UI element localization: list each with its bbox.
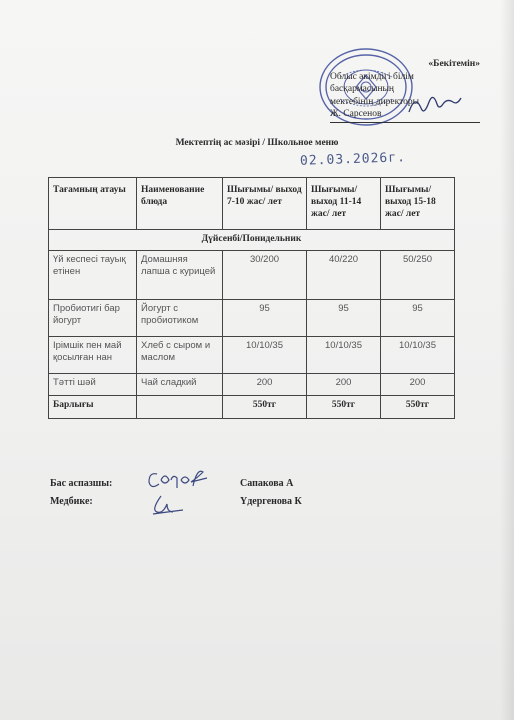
- table-row: [49, 251, 455, 300]
- dish-kz: Пробиотигі бар йогурт: [49, 300, 137, 337]
- dish-ru: Хлеб с сыром и маслом: [137, 337, 223, 374]
- yield-7-10: 95: [223, 300, 307, 337]
- nurse-name: Үдергенова К: [240, 496, 302, 507]
- dish-kz: Үй кеспесі тауық етінен: [49, 251, 137, 300]
- dish-kz: Тәтті шәй: [49, 374, 137, 396]
- yield-11-14: 10/10/35: [307, 337, 381, 374]
- table-row: [49, 300, 455, 337]
- table-header-row: [49, 178, 455, 230]
- total-11-14: 550тг: [307, 396, 381, 419]
- yield-15-18: 95: [381, 300, 455, 337]
- yield-7-10: 10/10/35: [223, 337, 307, 374]
- total-15-18: 550тг: [381, 396, 455, 419]
- cook-name: Сапакова А: [240, 478, 294, 489]
- yield-15-18: 50/250: [381, 251, 455, 300]
- approval-line-2: Облыс әкімдігі білім басқармасының: [330, 71, 414, 94]
- day-row: [49, 230, 455, 251]
- yield-7-10: 30/200: [223, 251, 307, 300]
- total-row: [49, 396, 455, 419]
- approval-title: «Бекітемін»: [428, 59, 480, 69]
- header-yield-15-18: Шығымы/ выход 15-18 жас/ лет: [381, 178, 455, 230]
- header-dish-kz: Тағамның атауы: [49, 178, 137, 230]
- header-yield-7-10: Шығымы/ выход 7-10 жас/ лет: [223, 178, 307, 230]
- total-7-10: 550тг: [223, 396, 307, 419]
- yield-11-14: 200: [307, 374, 381, 396]
- dish-ru: Йогурт с пробиотиком: [137, 300, 223, 337]
- nurse-role-label: Медбике:: [50, 496, 93, 507]
- page-title: Мектептің ас мәзірі / Школьное меню: [175, 138, 339, 148]
- table-row: [49, 374, 455, 396]
- cook-role-label: Бас аспазшы:: [50, 478, 113, 489]
- nurse-signature-icon: [145, 492, 195, 518]
- table-row: [49, 337, 455, 374]
- dish-kz: Ірімшік пен май қосылған нан: [49, 337, 137, 374]
- dish-ru: Домашняя лапша с курицей: [137, 251, 223, 300]
- approval-line-3: мектебінің директоры: [330, 96, 420, 107]
- yield-11-14: 95: [307, 300, 381, 337]
- dish-ru: Чай сладкий: [137, 374, 223, 396]
- yield-15-18: 200: [381, 374, 455, 396]
- yield-7-10: 200: [223, 374, 307, 396]
- day-label: Дүйсенбі/Понидельник: [49, 230, 455, 251]
- approval-director-name: Ж. Сарсенов: [330, 108, 480, 123]
- yield-11-14: 40/220: [307, 251, 381, 300]
- director-signature-icon: [405, 92, 465, 120]
- yield-15-18: 10/10/35: [381, 337, 455, 374]
- cook-signature-icon: [145, 466, 215, 492]
- total-empty-cell: [137, 396, 223, 419]
- menu-table: [48, 177, 455, 419]
- handwritten-date: 02.03.2026г.: [299, 150, 407, 169]
- header-yield-11-14: Шығымы/ выход 11-14 жас/ лет: [307, 178, 381, 230]
- total-label: Барлығы: [49, 396, 137, 419]
- header-dish-ru: Наименование блюда: [137, 178, 223, 230]
